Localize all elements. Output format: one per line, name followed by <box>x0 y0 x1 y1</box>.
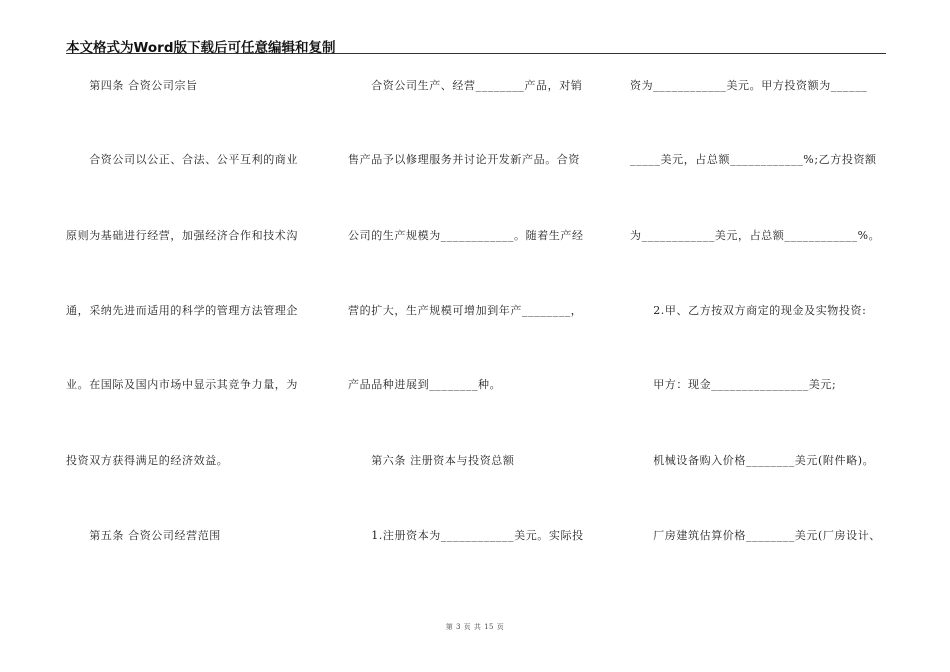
text-line: 营的扩大，生产规模可增加到年产________， <box>348 304 583 317</box>
text-line: 机械设备购入价格________美元(附件略)。 <box>630 454 875 467</box>
text-line: 合资公司以公正、合法、公平互利的商业 <box>66 153 298 166</box>
text-line: 1.注册资本为____________美元。实际投 <box>348 529 584 542</box>
text-line: 产品品种进展到________种。 <box>348 378 502 391</box>
text-line: 投资双方获得满足的经济效益。 <box>66 454 229 467</box>
text-line: 合资公司生产、经营________产品，对销 <box>348 79 583 92</box>
text-line: 售产品予以修理服务并讨论开发新产品。合资 <box>348 153 580 166</box>
text-line: 原则为基础进行经营，加强经济合作和技术沟 <box>66 229 298 242</box>
text-line: 通，采纳先进而适用的科学的管理方法管理企 <box>66 304 298 317</box>
text-line: 公司的生产规模为____________。随着生产经 <box>348 229 584 242</box>
text-line: 为____________美元，占总额____________%。 <box>630 229 881 242</box>
text-line: 2.甲、乙方按双方商定的现金及实物投资: <box>630 304 867 317</box>
text-line: 资为____________美元。甲方投资额为______ <box>630 79 868 92</box>
document-header-title: 本文格式为Word版下载后可任意编辑和复制 <box>66 40 336 56</box>
text-line: 第四条 合资公司宗旨 <box>66 79 198 92</box>
page-number-footer: 第 3 页 共 15 页 <box>445 623 505 631</box>
text-line: 厂房建筑估算价格________美元(厂房设计、 <box>630 529 881 542</box>
header-divider <box>66 53 886 54</box>
text-line: _____美元，占总额____________%;乙方投资额 <box>630 153 877 166</box>
text-line: 甲方：现金________________美元; <box>630 378 837 391</box>
text-line: 第六条 注册资本与投资总额 <box>348 454 515 467</box>
text-line: 业。在国际及国内市场中显示其竞争力量，为 <box>66 378 298 391</box>
text-line: 第五条 合资公司经营范围 <box>66 529 221 542</box>
